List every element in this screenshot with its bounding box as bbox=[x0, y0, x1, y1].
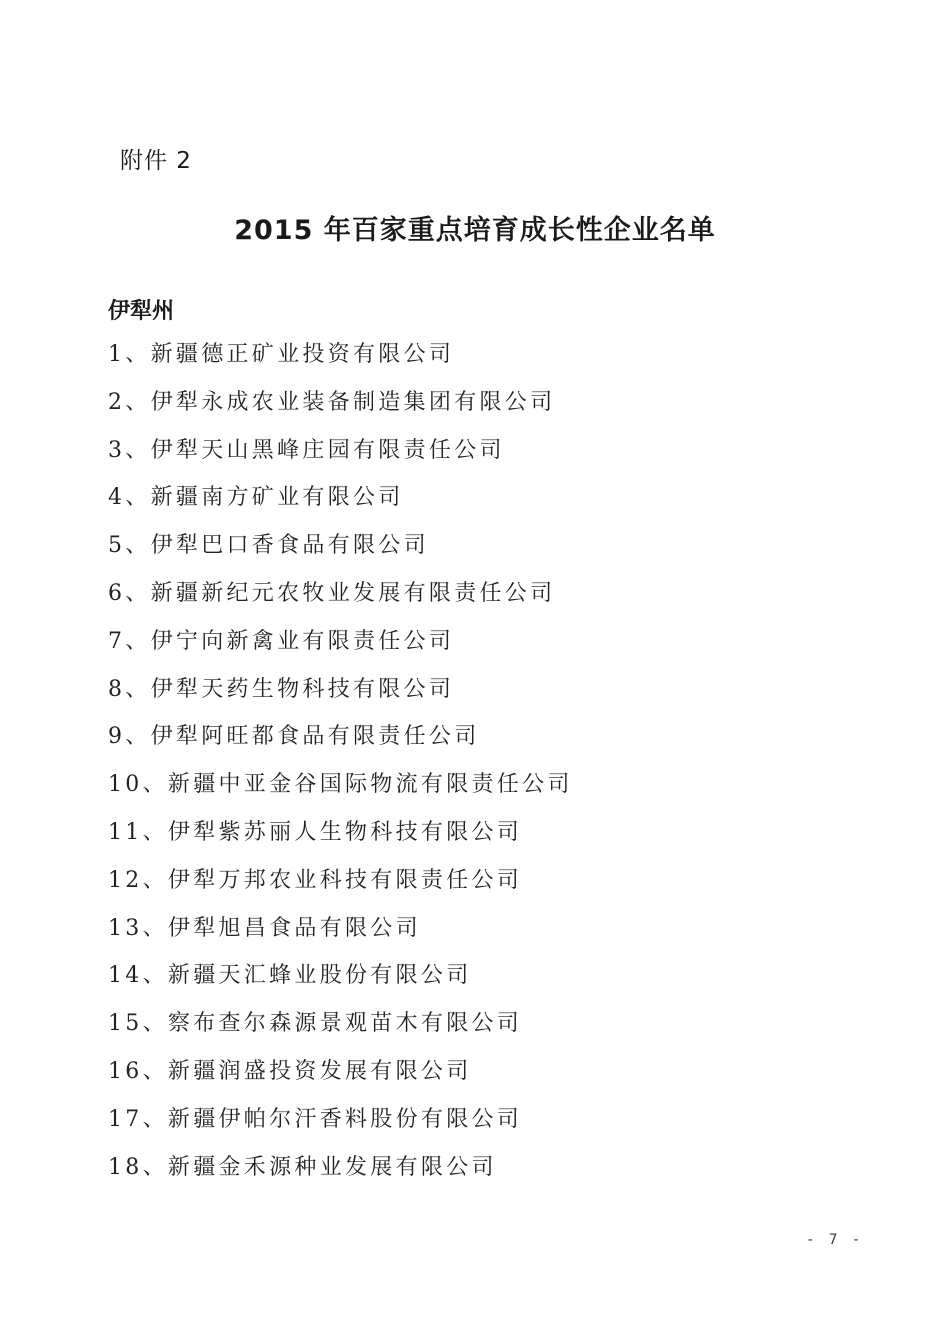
company-item-1: 1、新疆德正矿业投资有限公司 bbox=[108, 342, 455, 367]
attachment-label: 附件 2 bbox=[120, 148, 192, 174]
company-item-14: 14、新疆天汇蜂业股份有限公司 bbox=[108, 963, 472, 989]
company-list bbox=[108, 337, 573, 1197]
company-item-2: 2、伊犁永成农业装备制造集团有限公司 bbox=[108, 389, 556, 415]
company-item-17: 17、新疆伊帕尔汗香料股份有限公司 bbox=[108, 1106, 523, 1132]
company-item-9: 9、伊犁阿旺都食品有限责任公司 bbox=[108, 724, 480, 750]
company-item-3: 3、伊犁天山黑峰庄园有限责任公司 bbox=[108, 437, 505, 463]
company-item-11: 11、伊犁紫苏丽人生物科技有限公司 bbox=[108, 819, 523, 845]
company-item-10: 10、新疆中亚金谷国际物流有限责任公司 bbox=[108, 772, 573, 798]
company-item-7: 7、伊宁向新禽业有限责任公司 bbox=[108, 628, 455, 654]
company-item-5: 5、伊犁巴口香食品有限公司 bbox=[108, 533, 429, 559]
page-number: - 7 - bbox=[806, 1232, 864, 1248]
region-heading: 伊犁州 bbox=[108, 299, 175, 324]
document-title: 2015 年百家重点培育成长性企业名单 bbox=[234, 215, 716, 246]
company-item-8: 8、伊犁天药生物科技有限公司 bbox=[108, 676, 455, 702]
company-item-15: 15、察布查尔森源景观苗木有限公司 bbox=[108, 1011, 523, 1037]
company-item-12: 12、伊犁万邦农业科技有限责任公司 bbox=[108, 867, 523, 893]
company-item-16: 16、新疆润盛投资发展有限公司 bbox=[108, 1058, 472, 1084]
company-item-13: 13、伊犁旭昌食品有限公司 bbox=[108, 915, 421, 941]
company-item-18: 18、新疆金禾源种业发展有限公司 bbox=[108, 1154, 497, 1180]
company-item-6: 6、新疆新纪元农牧业发展有限责任公司 bbox=[108, 580, 556, 606]
company-item-4: 4、新疆南方矿业有限公司 bbox=[108, 485, 404, 511]
